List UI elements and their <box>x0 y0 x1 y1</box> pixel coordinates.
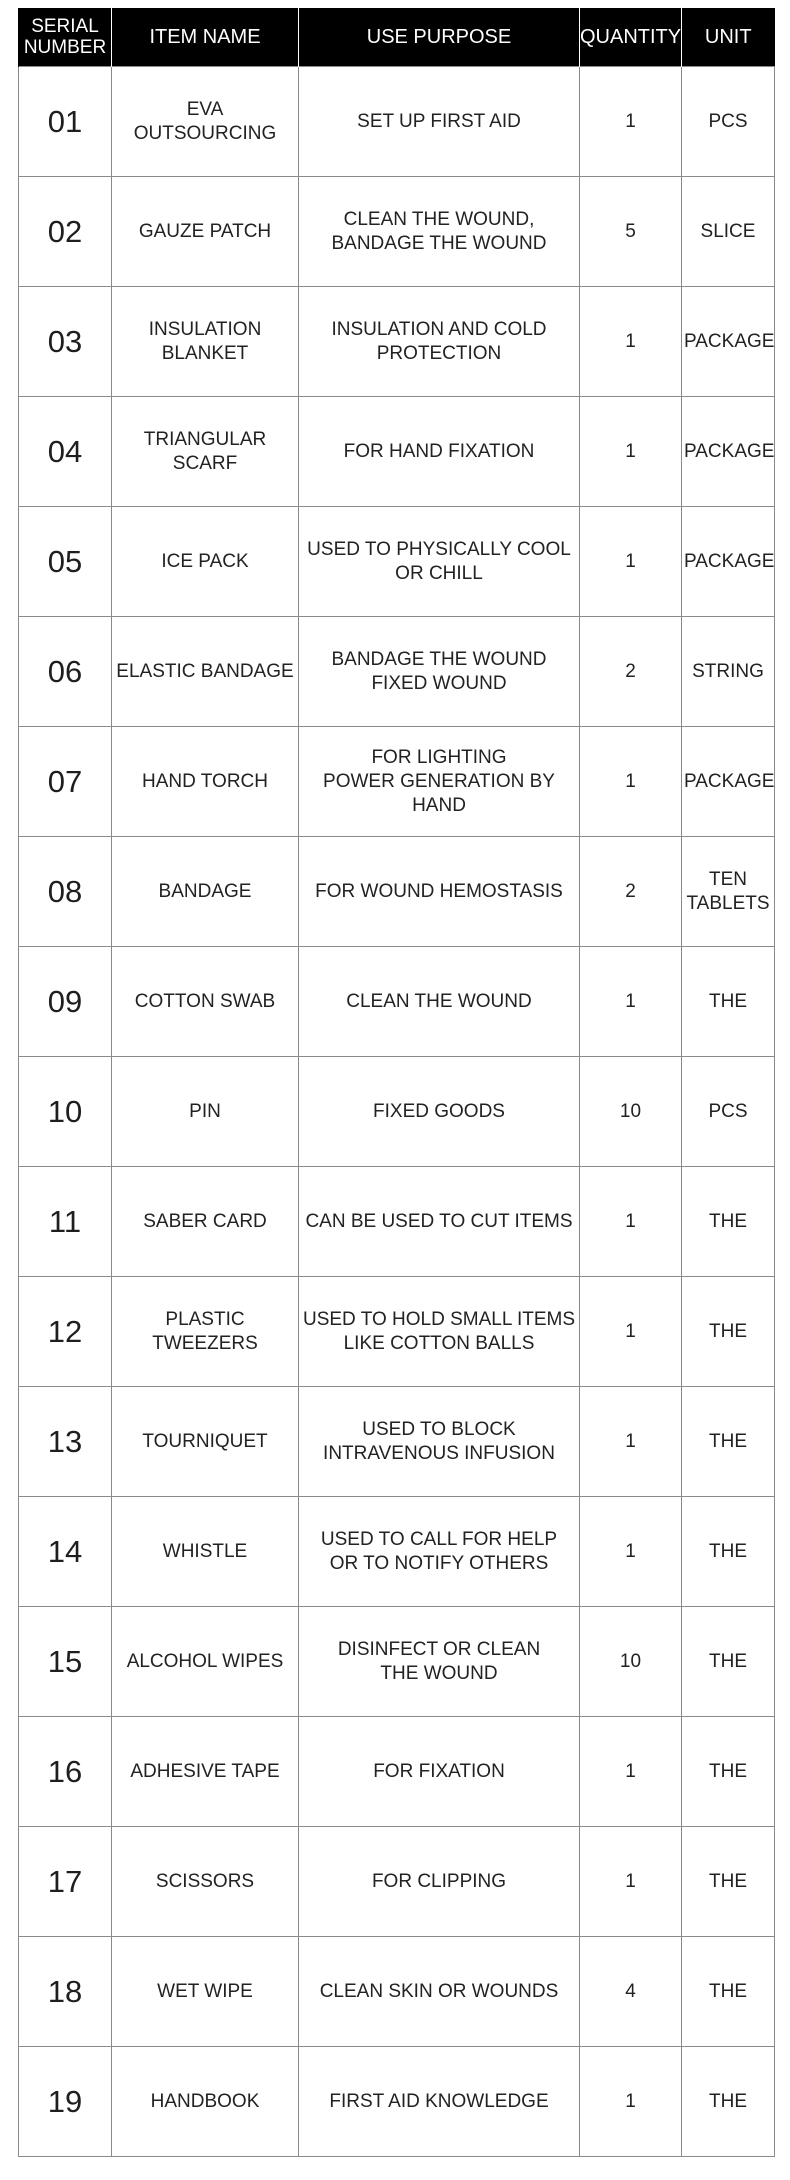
cell-quantity: 1 <box>580 287 682 397</box>
table-body <box>19 67 775 2157</box>
cell-quantity: 1 <box>580 1167 682 1277</box>
cell-quantity: 5 <box>580 177 682 287</box>
cell-unit: STRING <box>682 617 775 727</box>
header-serial-number: SERIAL NUMBER <box>19 8 112 67</box>
cell-item-name: EVA OUTSOURCING <box>112 67 299 177</box>
cell-use-purpose: SET UP FIRST AID <box>299 67 580 177</box>
header-use-purpose: USE PURPOSE <box>299 8 580 67</box>
cell-quantity: 2 <box>580 837 682 947</box>
cell-serial-number: 16 <box>19 1717 112 1827</box>
header-row <box>19 8 775 67</box>
cell-unit: PACKAGE <box>682 727 775 837</box>
cell-serial-number: 05 <box>19 507 112 617</box>
cell-use-purpose: INSULATION AND COLD PROTECTION <box>299 287 580 397</box>
cell-serial-number: 08 <box>19 837 112 947</box>
cell-use-purpose: FOR FIXATION <box>299 1717 580 1827</box>
cell-quantity: 1 <box>580 1277 682 1387</box>
table-row <box>19 727 775 837</box>
cell-serial-number: 15 <box>19 1607 112 1717</box>
table-row <box>19 1497 775 1607</box>
header-item-name: ITEM NAME <box>112 8 299 67</box>
cell-unit: THE <box>682 1827 775 1937</box>
cell-serial-number: 18 <box>19 1937 112 2047</box>
cell-item-name: INSULATION BLANKET <box>112 287 299 397</box>
cell-unit: THE <box>682 2047 775 2157</box>
table-row <box>19 397 775 507</box>
cell-serial-number: 07 <box>19 727 112 837</box>
table-row <box>19 1607 775 1717</box>
table-row <box>19 1717 775 1827</box>
table-row <box>19 177 775 287</box>
cell-quantity: 4 <box>580 1937 682 2047</box>
table-row <box>19 507 775 617</box>
cell-unit: THE <box>682 947 775 1057</box>
cell-use-purpose: FIRST AID KNOWLEDGE <box>299 2047 580 2157</box>
cell-unit: PCS <box>682 67 775 177</box>
table-row <box>19 2047 775 2157</box>
cell-serial-number: 11 <box>19 1167 112 1277</box>
cell-item-name: WET WIPE <box>112 1937 299 2047</box>
cell-item-name: WHISTLE <box>112 1497 299 1607</box>
cell-unit: SLICE <box>682 177 775 287</box>
table-header <box>19 8 775 67</box>
cell-item-name: ICE PACK <box>112 507 299 617</box>
table-row <box>19 837 775 947</box>
table-row <box>19 1057 775 1167</box>
cell-quantity: 1 <box>580 2047 682 2157</box>
cell-use-purpose: CLEAN THE WOUND, BANDAGE THE WOUND <box>299 177 580 287</box>
cell-unit: PCS <box>682 1057 775 1167</box>
cell-quantity: 1 <box>580 1387 682 1497</box>
cell-item-name: ELASTIC BANDAGE <box>112 617 299 727</box>
cell-quantity: 1 <box>580 1497 682 1607</box>
cell-quantity: 10 <box>580 1057 682 1167</box>
cell-quantity: 1 <box>580 67 682 177</box>
table-row <box>19 67 775 177</box>
cell-quantity: 1 <box>580 727 682 837</box>
cell-item-name: SABER CARD <box>112 1167 299 1277</box>
cell-item-name: PLASTIC TWEEZERS <box>112 1277 299 1387</box>
cell-use-purpose: USED TO BLOCK INTRAVENOUS INFUSION <box>299 1387 580 1497</box>
cell-unit: PACKAGE <box>682 397 775 507</box>
cell-use-purpose: CLEAN THE WOUND <box>299 947 580 1057</box>
cell-unit: THE <box>682 1387 775 1497</box>
cell-use-purpose: CLEAN SKIN OR WOUNDS <box>299 1937 580 2047</box>
cell-item-name: GAUZE PATCH <box>112 177 299 287</box>
table-row <box>19 1827 775 1937</box>
cell-unit: THE <box>682 1717 775 1827</box>
cell-unit: THE <box>682 1607 775 1717</box>
cell-serial-number: 03 <box>19 287 112 397</box>
cell-item-name: ADHESIVE TAPE <box>112 1717 299 1827</box>
cell-quantity: 1 <box>580 1717 682 1827</box>
cell-use-purpose: FOR WOUND HEMOSTASIS <box>299 837 580 947</box>
cell-quantity: 10 <box>580 1607 682 1717</box>
cell-serial-number: 12 <box>19 1277 112 1387</box>
cell-serial-number: 10 <box>19 1057 112 1167</box>
cell-item-name: TOURNIQUET <box>112 1387 299 1497</box>
table-row <box>19 947 775 1057</box>
cell-serial-number: 06 <box>19 617 112 727</box>
cell-quantity: 1 <box>580 397 682 507</box>
cell-use-purpose: FOR CLIPPING <box>299 1827 580 1937</box>
first-aid-kit-table <box>18 8 775 2157</box>
cell-serial-number: 02 <box>19 177 112 287</box>
cell-item-name: BANDAGE <box>112 837 299 947</box>
cell-serial-number: 14 <box>19 1497 112 1607</box>
cell-item-name: PIN <box>112 1057 299 1167</box>
first-aid-kit-table-container <box>18 8 774 2157</box>
cell-unit: TEN TABLETS <box>682 837 775 947</box>
cell-use-purpose: USED TO HOLD SMALL ITEMS LIKE COTTON BALLS <box>299 1277 580 1387</box>
cell-item-name: SCISSORS <box>112 1827 299 1937</box>
table-row <box>19 1277 775 1387</box>
cell-item-name: COTTON SWAB <box>112 947 299 1057</box>
cell-quantity: 1 <box>580 947 682 1057</box>
cell-item-name: HANDBOOK <box>112 2047 299 2157</box>
cell-item-name: ALCOHOL WIPES <box>112 1607 299 1717</box>
cell-unit: THE <box>682 1277 775 1387</box>
table-row <box>19 1387 775 1497</box>
cell-quantity: 1 <box>580 507 682 617</box>
cell-serial-number: 09 <box>19 947 112 1057</box>
cell-use-purpose: DISINFECT OR CLEAN THE WOUND <box>299 1607 580 1717</box>
cell-use-purpose: CAN BE USED TO CUT ITEMS <box>299 1167 580 1277</box>
header-quantity: QUANTITY <box>580 8 682 67</box>
cell-serial-number: 01 <box>19 67 112 177</box>
cell-serial-number: 17 <box>19 1827 112 1937</box>
cell-quantity: 2 <box>580 617 682 727</box>
cell-serial-number: 13 <box>19 1387 112 1497</box>
cell-use-purpose: BANDAGE THE WOUND FIXED WOUND <box>299 617 580 727</box>
cell-item-name: HAND TORCH <box>112 727 299 837</box>
table-row <box>19 1937 775 2047</box>
header-unit: UNIT <box>682 8 775 67</box>
cell-unit: PACKAGE <box>682 507 775 617</box>
cell-unit: THE <box>682 1497 775 1607</box>
cell-use-purpose: FOR LIGHTING POWER GENERATION BY HAND <box>299 727 580 837</box>
cell-quantity: 1 <box>580 1827 682 1937</box>
cell-use-purpose: USED TO CALL FOR HELP OR TO NOTIFY OTHERS <box>299 1497 580 1607</box>
cell-serial-number: 19 <box>19 2047 112 2157</box>
table-row <box>19 287 775 397</box>
table-row <box>19 617 775 727</box>
cell-serial-number: 04 <box>19 397 112 507</box>
cell-use-purpose: FIXED GOODS <box>299 1057 580 1167</box>
cell-item-name: TRIANGULAR SCARF <box>112 397 299 507</box>
cell-use-purpose: FOR HAND FIXATION <box>299 397 580 507</box>
cell-use-purpose: USED TO PHYSICALLY COOL OR CHILL <box>299 507 580 617</box>
cell-unit: PACKAGE <box>682 287 775 397</box>
table-row <box>19 1167 775 1277</box>
cell-unit: THE <box>682 1167 775 1277</box>
cell-unit: THE <box>682 1937 775 2047</box>
